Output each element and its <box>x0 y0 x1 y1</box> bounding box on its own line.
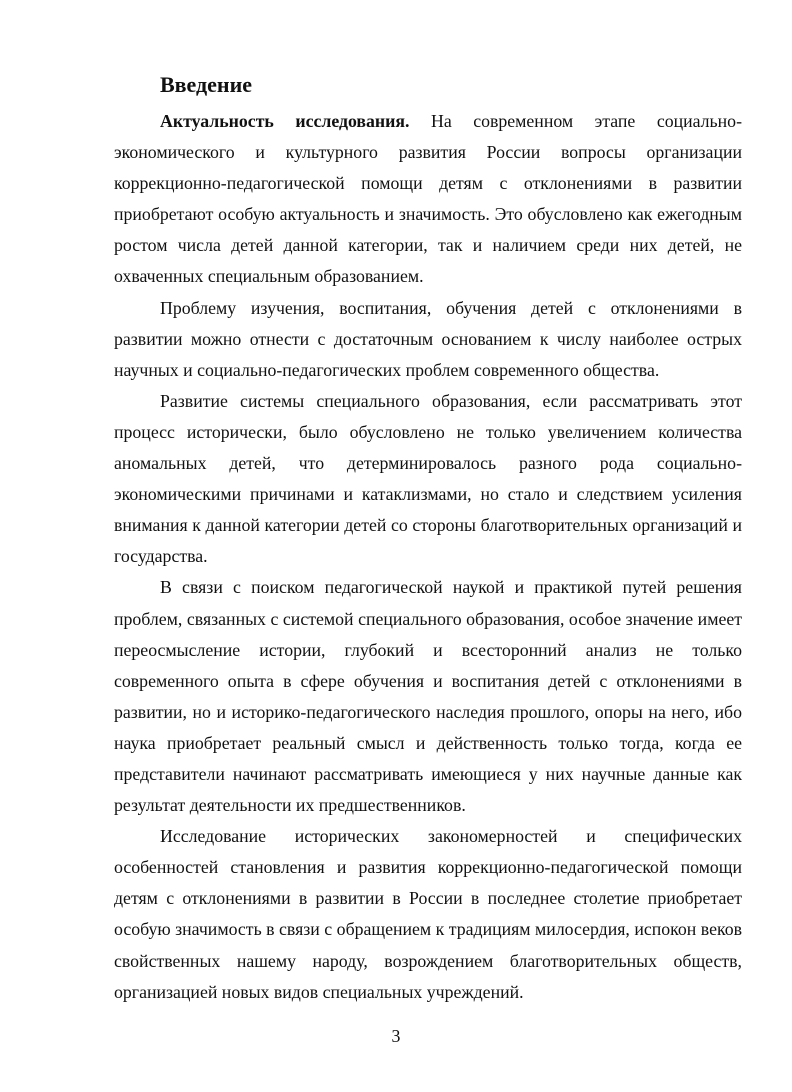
section-title: Введение <box>160 72 253 97</box>
page-number: 3 <box>391 1026 401 1046</box>
paragraph-text: На современном этапе социально-экономического и культурного развития России вопросы организации коррекционно-педагогической помощи детям с отклонениями в развитии приобретают особую актуальность и значимость. Это обусловлено как ежегодным ростом числа детей данной категории, так и наличием среди них детей, не охваченных специальным образованием. <box>114 111 742 287</box>
paragraph: В связи с поиском педагогической наукой и практикой путей решения проблем, связанных с системой специального образования, особое значение имеет переосмысление истории, глубокий и всесторонний анализ не только современного опыта в сфере обучения и воспитания детей с отклонениями в развитии, но и историко-педагогического наследия прошлого, опоры на него, ибо наука приобретает реальный смысл и действенность только тогда, когда ее представители начинают рассматривать имеющиеся у них научные данные как результат деятельности их предшественников. <box>114 577 742 816</box>
body-text <box>114 106 742 1008</box>
paragraph: Проблему изучения, воспитания, обучения детей с отклонениями в развитии можно отнести с достаточным основанием к числу наиболее острых научных и социально-педагогических проблем современного общества. <box>114 297 742 380</box>
paragraph-lead: Актуальность исследования. <box>160 111 410 131</box>
paragraph-relevance <box>114 106 742 293</box>
paragraph: Исследование исторических закономерностей и специфических особенностей становления и развития коррекционно-педагогической помощи детям с отклонениями в развитии в России в последнее столетие приобретает особую значимость в связи с обращением к традициям милосердия, испокон веков свойственных нашему народу, возрождением благотворительных обществ, организацией новых видов специальных учреждений. <box>114 826 742 1002</box>
paragraph: Развитие системы специального образования, если рассматривать этот процесс исторически, было обусловлено не только увеличением количества аномальных детей, что детерминировалось разного рода социально-экономическими причинами и катаклизмами, но стало и следствием усиления внимания к данной категории детей со стороны благотворительных организаций и государства. <box>114 390 742 567</box>
